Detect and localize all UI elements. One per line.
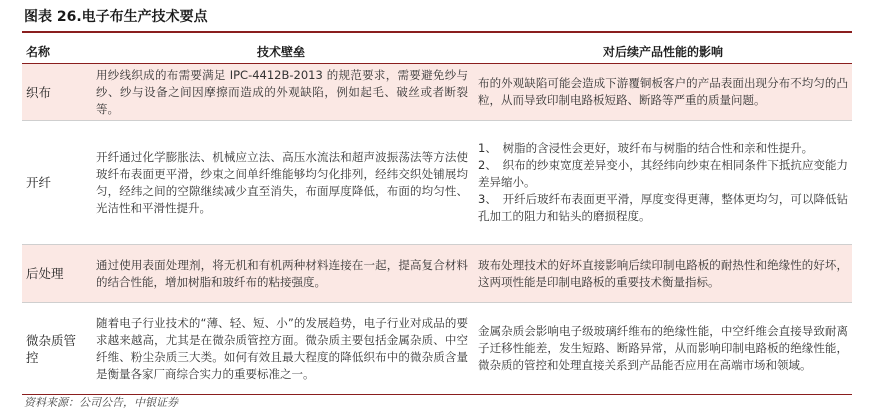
effect-item-3: 3、 开纤后玻纤布表面更平滑，厚度变得更薄，整体更均匀，可以降低钻孔加工的阻力和钻头的磨损程度。: [478, 192, 848, 223]
table-row: [22, 121, 852, 245]
table-row: [22, 245, 852, 303]
table-row: [22, 64, 852, 121]
row-name: 织布: [22, 64, 88, 121]
header-tech: 技术壁垒: [256, 45, 305, 59]
row-tech: 用纱线织成的布需要满足 IPC-4412B-2013 的规范要求，需要避免纱与纱、纱与设备之间因摩擦而造成的外观缺陷，例如起毛、破丝或者断裂等。: [88, 64, 474, 121]
row-tech: 随着电子行业技术的“薄、轻、短、小”的发展趋势，电子行业对成品的要求越来越高，尤其是在微杂质管控方面。微杂质主要包括金属杂质、中空纤维、粉尘杂质三大类。如何有效且最大程度的降低织布中的微杂质含量是衡量各家厂商综合实力的重要标准之一。: [96, 315, 468, 381]
row-name: 开纤: [26, 175, 52, 190]
table-header-row: [22, 40, 852, 64]
effect-item-2: 2、 织布的纱束宽度差异变小，其经纬向纱束在相同条件下抵抗应变能力差异缩小。: [478, 158, 848, 189]
title-divider: [22, 31, 852, 33]
row-tech: 通过使用表面处理剂，将无机和有机两种材料连接在一起，提高复合材料的结合性能，增加树脂和玻纤布的粘接强度。: [88, 245, 474, 303]
row-effect: 金属杂质会影响电子级玻璃纤维布的绝缘性能，中空纤维会直接导致耐离子迁移性能差，发生短路、断路异常，从而影响印制电路板的绝缘性能，微杂质的管控和处理直接关系到产品能否应用在高端市场和领域。: [478, 324, 848, 372]
row-name: 后处理: [22, 245, 88, 303]
effect-item-1: 1、 树脂的含浸性会更好，玻纤布与树脂的结合性和亲和性提升。: [478, 141, 814, 155]
header-name: 名称: [26, 45, 51, 59]
row-effect: 玻布处理技术的好坏直接影响后续印制电路板的耐热性和绝缘性的好坏，这两项性能是印制电路板的重要技术衡量指标。: [474, 245, 852, 303]
tech-table: [22, 40, 852, 395]
row-tech: 开纤通过化学膨胀法、机械应立法、高压水流法和超声波振荡法等方法使玻纤布表面更平滑，纱束之间单纤维能够均匀化排列，经纬交织处铺展均匀，经纬之间的空隙继续减少直至消失，布面厚度降低，布面的均匀性、光洁性和平滑性提升。: [96, 149, 468, 215]
row-effect: [474, 121, 852, 245]
table-row: [22, 303, 852, 395]
figure-title: 图表 26.电子布生产技术要点: [24, 9, 208, 25]
row-name: 微杂质管控: [26, 332, 77, 365]
header-effect: 对后续产品性能的影响: [602, 45, 723, 59]
row-effect: 布的外观缺陷可能会造成下游覆铜板客户的产品表面出现分布不均匀的凸粒，从而导致印制电路板短路、断路等严重的质量问题。: [474, 64, 852, 121]
source-note: 资料来源：公司公告，中银证券: [24, 396, 178, 409]
